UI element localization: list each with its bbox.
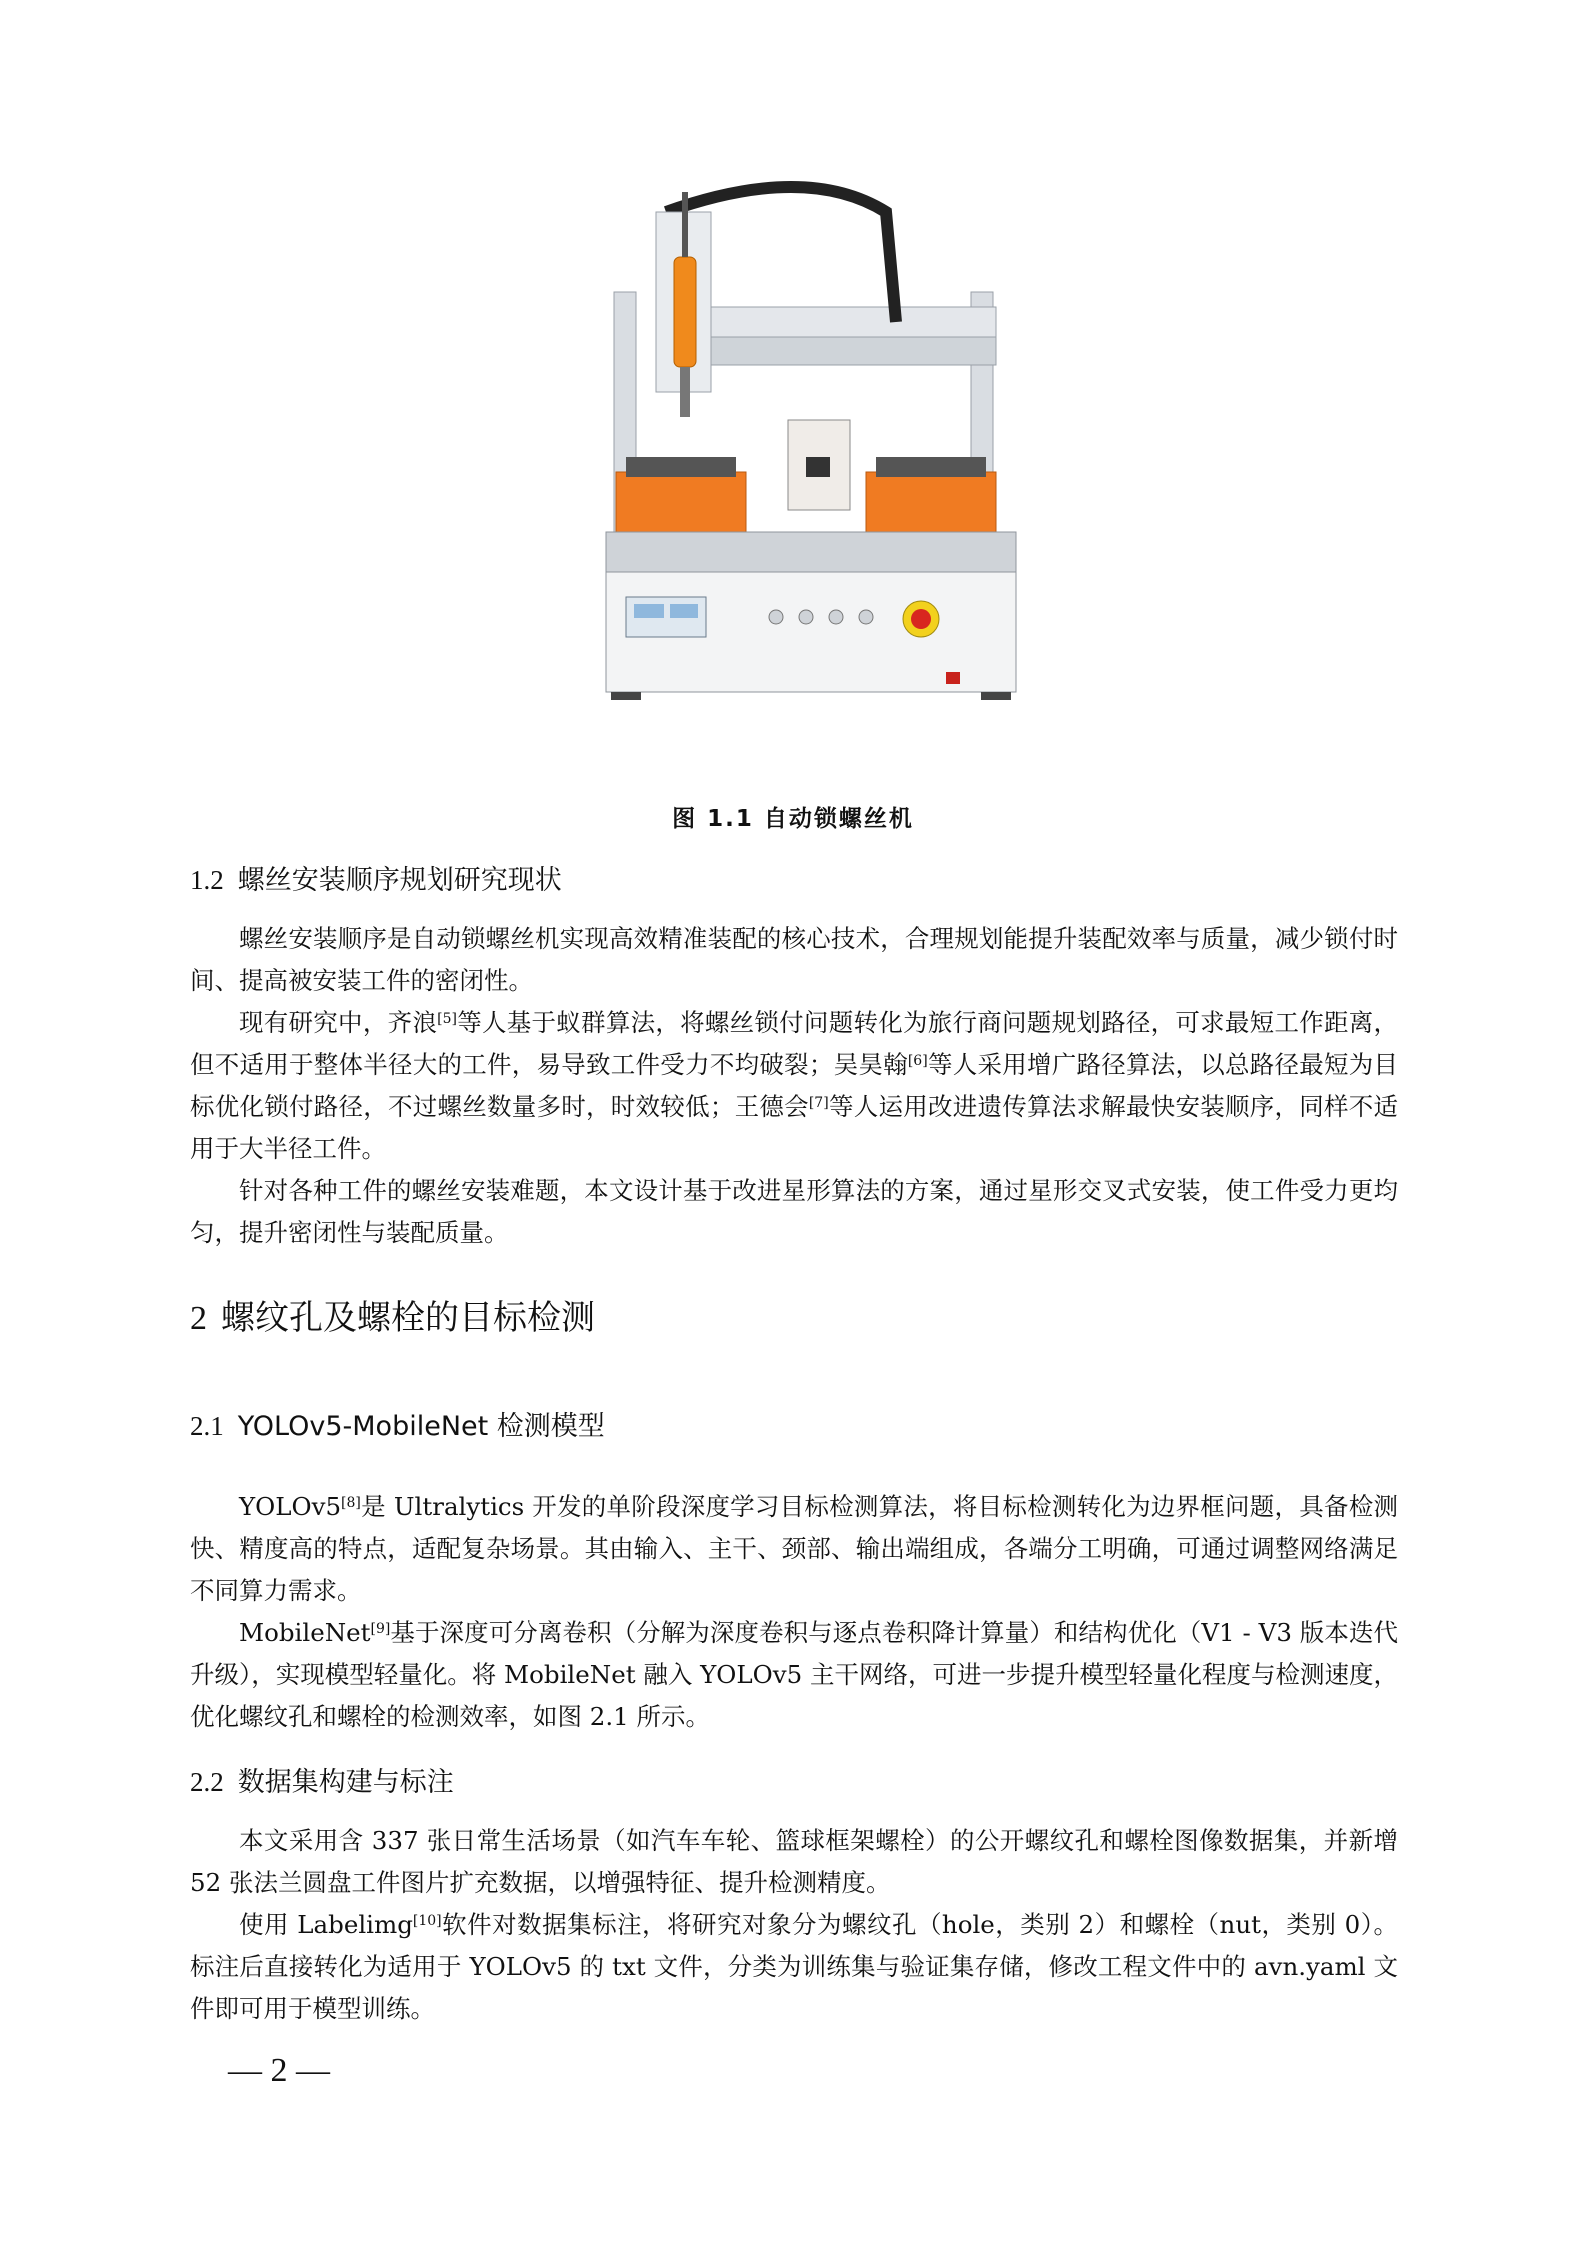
section-number: 2.2	[190, 1767, 224, 1797]
paragraph	[190, 1904, 1398, 2030]
screw-machine-illustration	[596, 172, 1026, 767]
paragraph: 针对各种工件的螺丝安装难题，本文设计基于改进星形算法的方案，通过星形交叉式安装，使工件受力更均匀，提升密闭性与装配质量。	[190, 1176, 1398, 1247]
text-run: 等人基于蚁群算法，将螺丝锁付问题转化为旅行商问题规划路径，可求最短工作距离，但不适用于整体半径大的工件，易导致工件受力不均破裂；吴昊翰	[190, 1008, 1399, 1079]
text-run: 等人运用改进遗传算法求解最快安装顺序，同样不适用于大半径工件。	[190, 1092, 1399, 1163]
text-run: MobileNet	[239, 1618, 371, 1647]
citation: [8]	[341, 1495, 361, 1511]
section-heading-2-2	[190, 1760, 454, 1799]
section-number: 2.1	[190, 1411, 224, 1441]
section-title: YOLOv5-MobileNet 检测模型	[237, 1411, 605, 1442]
section-number: 1.2	[190, 865, 224, 895]
text-run: 是 Ultralytics 开发的单阶段深度学习目标检测算法，将目标检测转化为边界框问题，具备检测快、精度高的特点，适配复杂场景。其由输入、主干、颈部、输出端组成，各端分工明确，可通过调整网络满足不同算力需求。	[190, 1492, 1398, 1605]
text-run: 等人采用增广路径算法，以总路径最短为目标优化锁付路径，不过螺丝数量多时，时效较低；王德会	[190, 1050, 1398, 1121]
paragraph: 本文采用含 337 张日常生活场景（如汽车车轮、篮球框架螺栓）的公开螺纹孔和螺栓图像数据集，并新增 52 张法兰圆盘工件图片扩充数据，以增强特征、提升检测精度。	[190, 1826, 1398, 1897]
text-run: 基于深度可分离卷积（分解为深度卷积与逐点卷积降计算量）和结构优化（V1 - V3 版本迭代升级），实现模型轻量化。将 MobileNet 融入 YOLOv5 主干网络，可进一步提升模型轻量化程度与检测速度，优化螺纹孔和螺栓的检测效率，如图 2.1 所示。	[190, 1618, 1398, 1731]
citation: [6]	[907, 1053, 928, 1069]
machine-photo	[596, 172, 1026, 767]
citation: [10]	[412, 1913, 442, 1929]
page-number: — 2 —	[228, 2052, 330, 2089]
text-run: YOLOv5	[239, 1492, 342, 1521]
citation: [7]	[808, 1095, 829, 1111]
chapter-heading-2	[190, 1290, 595, 1339]
citation: [5]	[437, 1011, 457, 1027]
text-run: 软件对数据集标注，将研究对象分为螺纹孔（hole，类别 2）和螺栓（nut，类别 0）。标注后直接转化为适用于 YOLOv5 的 txt 文件，分类为训练集与验证集存储，修改工程文件中的 avn.yaml 文件即可用于模型训练。	[190, 1910, 1399, 2023]
section-heading-1-2	[190, 858, 562, 897]
text-run: 使用 Labelimg	[239, 1910, 413, 1939]
section-title: 数据集构建与标注	[237, 1767, 454, 1798]
citation: [9]	[370, 1621, 391, 1637]
section-heading-2-1	[190, 1404, 605, 1443]
paragraph	[190, 1002, 1398, 1170]
paragraph	[190, 1612, 1398, 1738]
figure-caption: 图 1.1 自动锁螺丝机	[672, 806, 914, 832]
section-title: 螺丝安装顺序规划研究现状	[237, 865, 562, 896]
chapter-number: 2	[190, 1300, 207, 1337]
text-run: 现有研究中，齐浪	[239, 1008, 438, 1037]
paragraph	[190, 1486, 1398, 1612]
paragraph: 螺丝安装顺序是自动锁螺丝机实现高效精准装配的核心技术，合理规划能提升装配效率与质量，减少锁付时间、提高被安装工件的密闭性。	[190, 924, 1398, 995]
chapter-title: 螺纹孔及螺栓的目标检测	[221, 1298, 595, 1338]
